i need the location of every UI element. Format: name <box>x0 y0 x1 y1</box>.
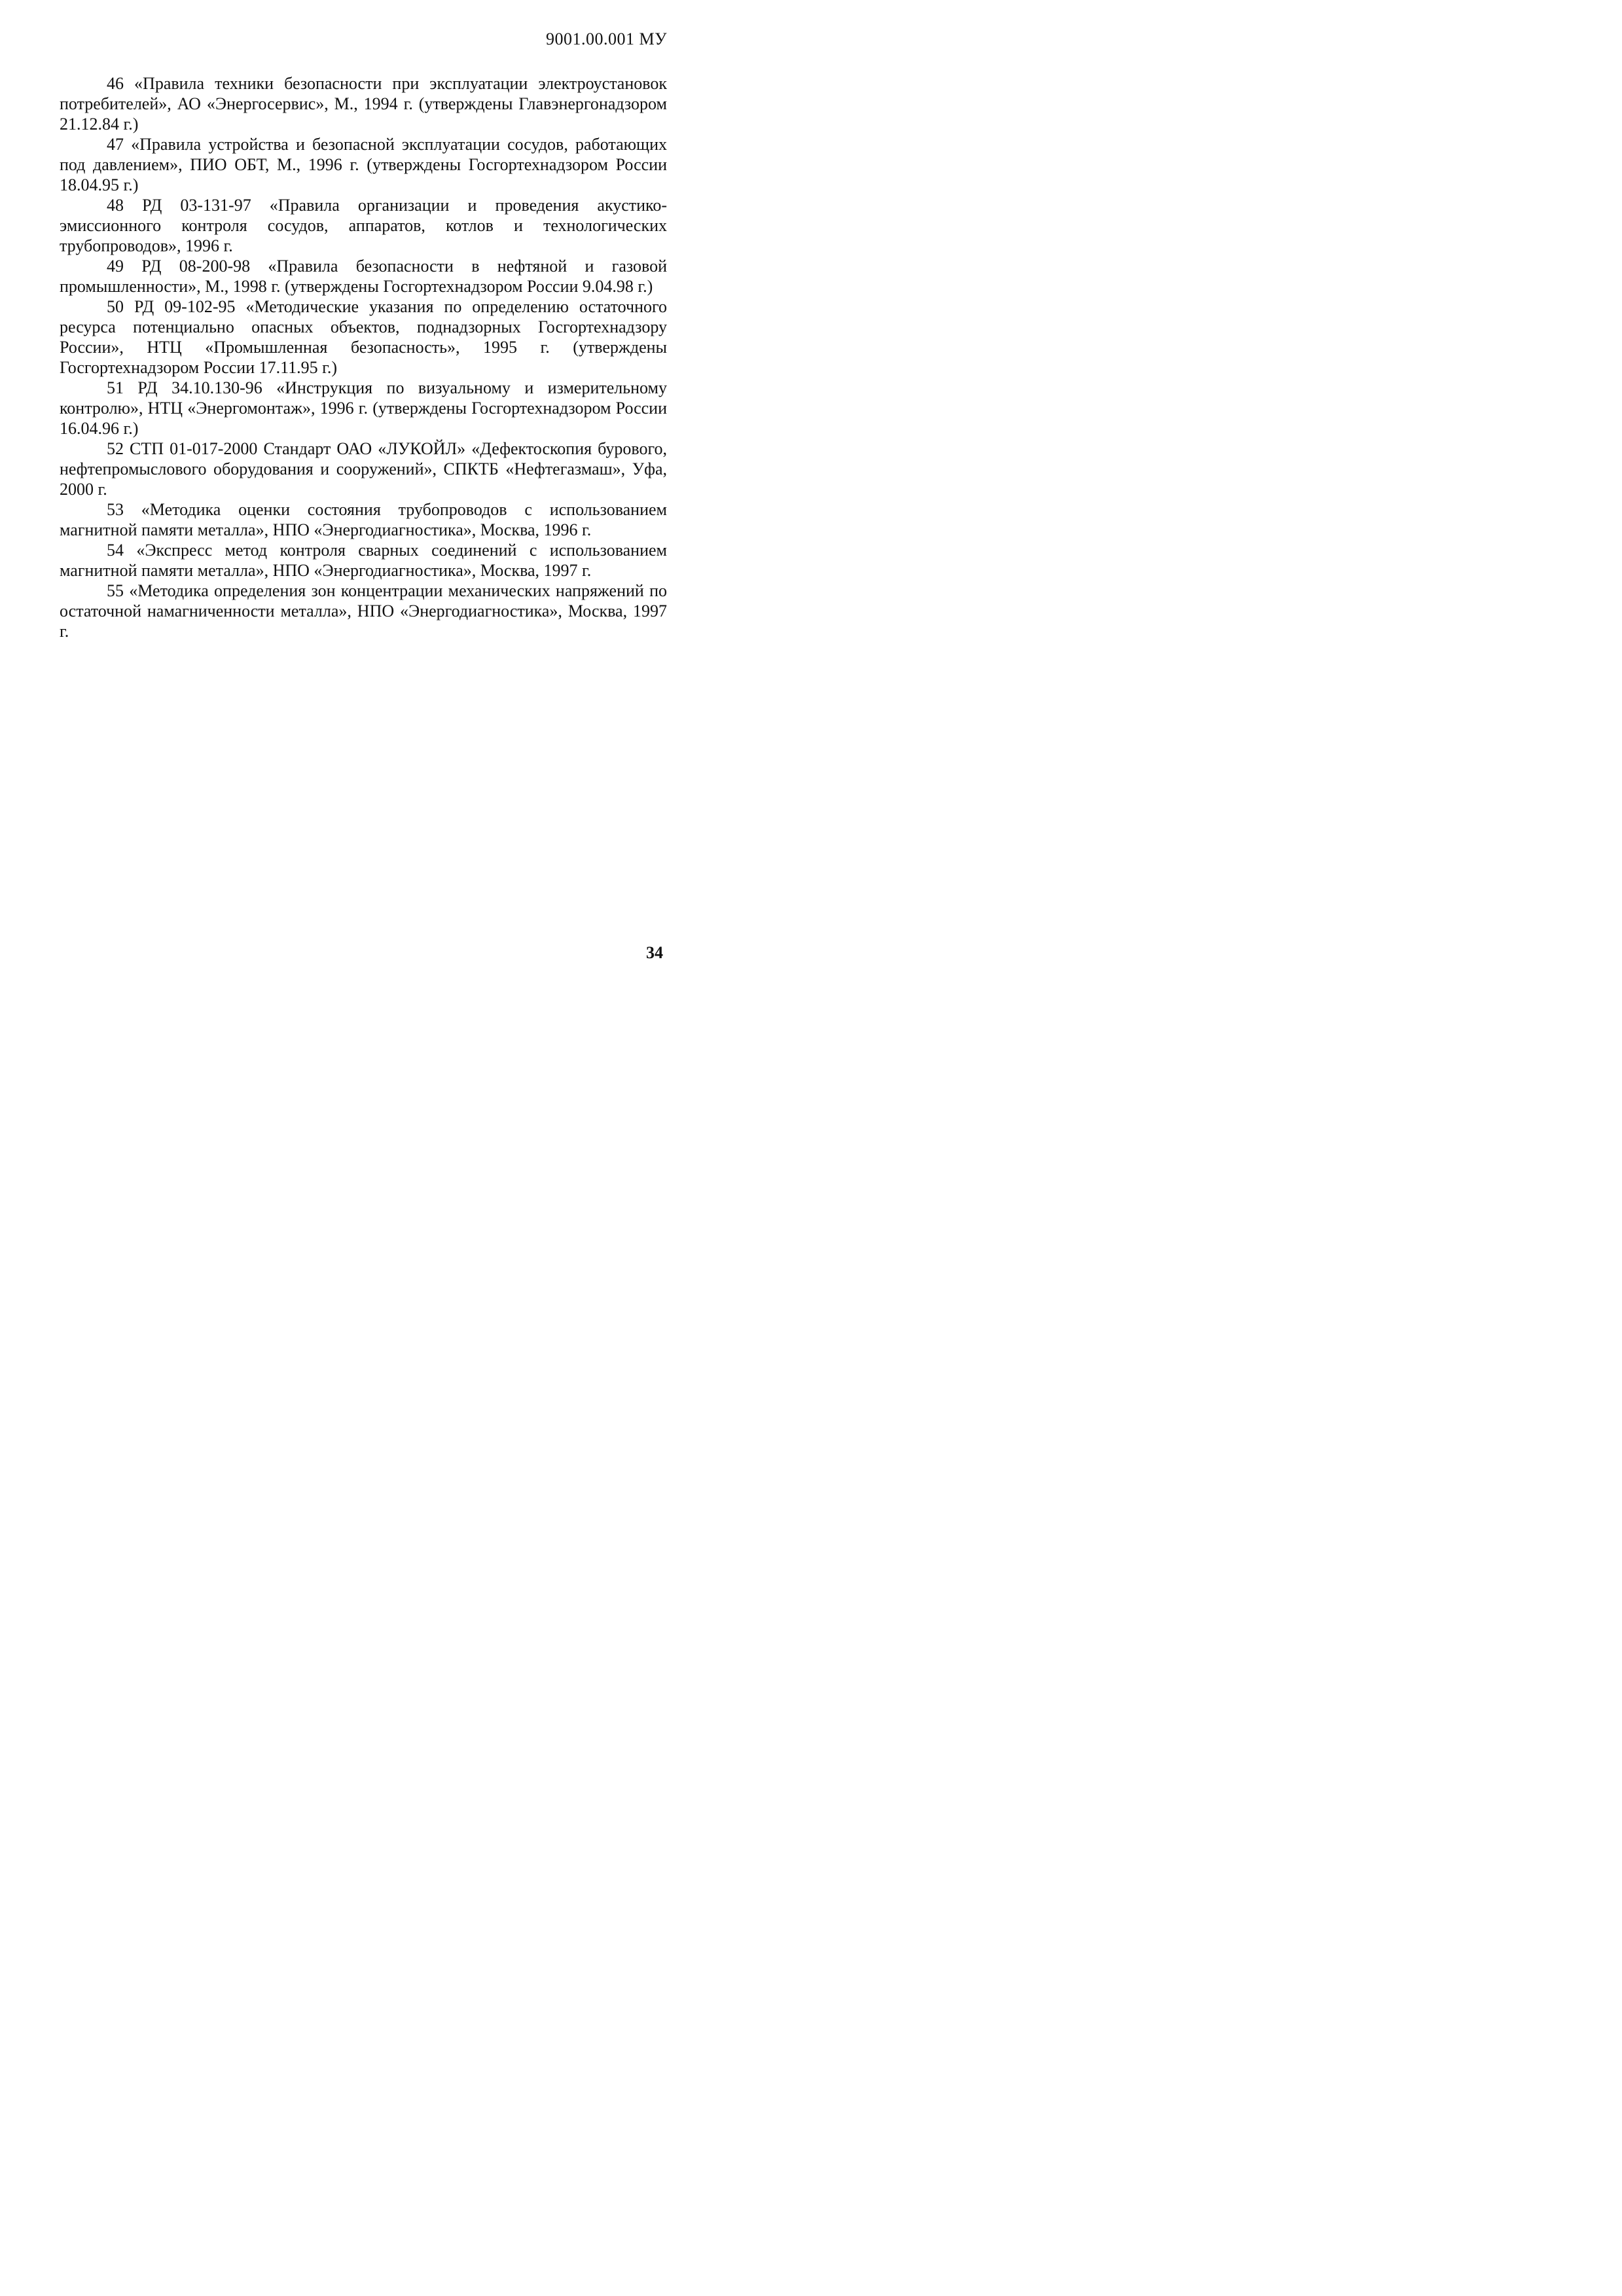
reference-item-55: 55 «Методика определения зон концентрации механических напряжений по остаточной намагниченности металла», НПО «Энергодиагностика», Москва, 1997 г. <box>60 581 667 641</box>
reference-item-54: 54 «Экспресс метод контроля сварных соединений с использованием магнитной памяти металла», НПО «Энергодиагностика», Москва, 1997 г. <box>60 541 667 580</box>
reference-item-53: 53 «Методика оценки состояния трубопроводов с использованием магнитной памяти металла», НПО «Энергодиагностика», Москва, 1996 г. <box>60 500 667 539</box>
reference-item-46: 46 «Правила техники безопасности при эксплуатации электроустановок потребителей», АО «Энергосервис», М., 1994 г. (утверждены Главэнергонадзором 21.12.84 г.) <box>60 74 667 134</box>
reference-item-52: 52 СТП 01-017-2000 Стандарт ОАО «ЛУКОЙЛ» «Дефектоскопия бурового, нефтепромыслового оборудования и сооружений», СПКТБ «Нефтегазмаш», Уфа, 2000 г. <box>60 439 667 499</box>
reference-item-48: 48 РД 03-131-97 «Правила организации и проведения акустико-эмиссионного контроля сосудов, аппаратов, котлов и технологических трубопроводов», 1996 г. <box>60 196 667 255</box>
page-number: 34 <box>646 943 663 962</box>
reference-item-49: 49 РД 08-200-98 «Правила безопасности в нефтяной и газовой промышленности», М., 1998 г. (утверждены Госгортехнадзором России 9.04.98 г.) <box>60 257 667 296</box>
reference-item-47: 47 «Правила устройства и безопасной эксплуатации сосудов, работающих под давлением», ПИО ОБТ, М., 1996 г. (утверждены Госгортехнадзором России 18.04.95 г.) <box>60 135 667 194</box>
reference-item-50: 50 РД 09-102-95 «Методические указания по определению остаточного ресурса потенциально опасных объектов, поднадзорных Госгортехнадзору России», НТЦ «Промышленная безопасность», 1995 г. (утверждены Госгортехнадзором России 17.11.95 г.) <box>60 297 667 377</box>
reference-item-51: 51 РД 34.10.130-96 «Инструкция по визуальному и измерительному контролю», НТЦ «Энергомонтаж», 1996 г. (утверждены Госгортехнадзором России 16.04.96 г.) <box>60 378 667 438</box>
reference-list <box>60 73 667 641</box>
document-code: 9001.00.001 МУ <box>545 29 667 48</box>
